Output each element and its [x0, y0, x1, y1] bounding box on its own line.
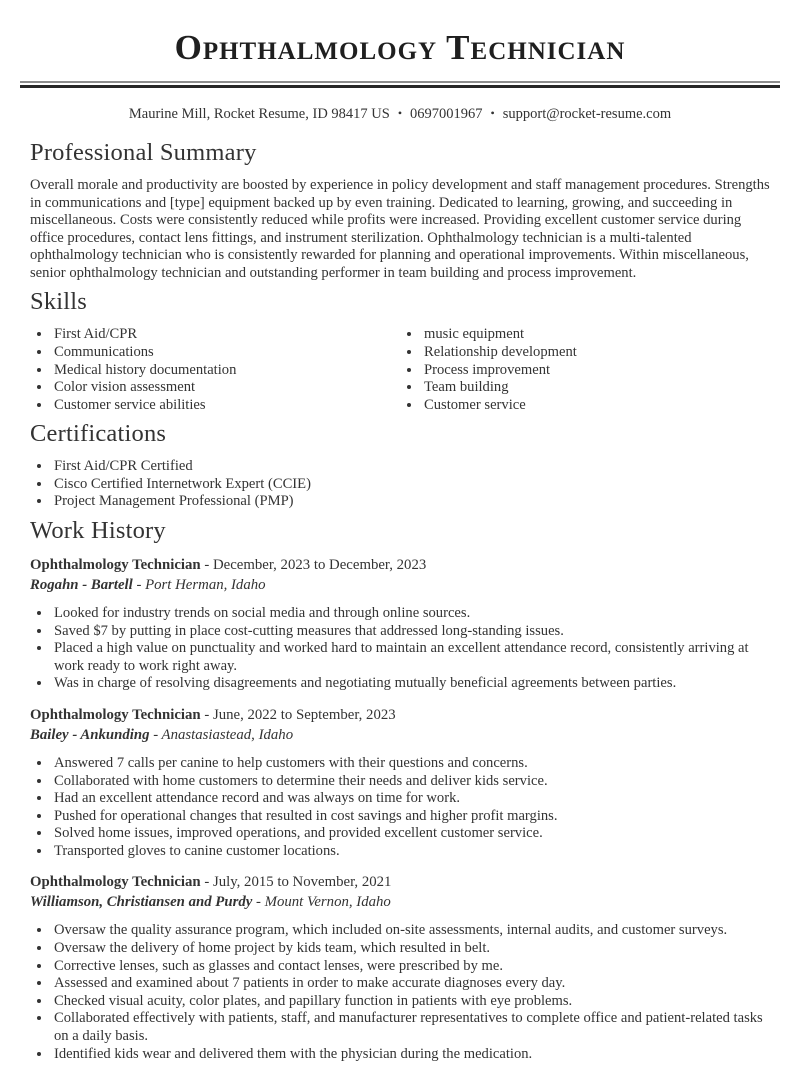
company-name: Rogahn - Bartell	[30, 576, 133, 593]
company-name: Williamson, Christiansen and Purdy	[30, 894, 253, 911]
job-bullet: • Oversaw the quality assurance program, which included on-site assessments, internal audits, and customer surveys.	[52, 922, 770, 940]
skill-item: • Team building	[422, 379, 770, 397]
skill-item: • Relationship development	[422, 344, 770, 362]
job-bullet: • Looked for industry trends on social media and through online sources.	[52, 605, 770, 623]
job-title: Ophthalmology Technician	[30, 706, 201, 723]
company-name: Bailey - Ankunding	[30, 726, 150, 743]
title-divider	[20, 81, 780, 88]
skill-item: • Customer service	[422, 397, 770, 415]
skill-item: • music equipment	[422, 326, 770, 344]
job-bullet: • Transported gloves to canine customer locations.	[52, 843, 770, 861]
job-bullet: • Checked visual acuity, color plates, and papillary function in patients with eye problems.	[52, 993, 770, 1011]
certification-item: • First Aid/CPR Certified	[52, 458, 770, 476]
certification-item: • Cisco Certified Internetwork Expert (CCIE)	[52, 476, 770, 494]
job-bullet-list	[30, 605, 770, 693]
job-bullet: • Collaborated with home customers to determine their needs and deliver kids service.	[52, 773, 770, 791]
job-title-line	[30, 705, 770, 725]
skill-item: • Color vision assessment	[52, 379, 400, 397]
job-dates: - July, 2015 to November, 2021	[204, 874, 392, 891]
summary-paragraph: Overall morale and productivity are boosted by experience in policy development and staff management procedures. Strengths in communications and [type] equipment backed up by even training. Dedicated to learning, growing, and succeeding in miscellaneous. Costs were consistently reduced while profits were increased. Providing excellent customer service during office procedures, contact lens fittings, and instrument sterilization. Ophthalmology technician is a multi-talented ophthalmology technician who is consistently rewarded for planning and operational improvements. Within miscellaneous, senior ophthalmology technician and outstanding performer in team building and process improvement.	[30, 176, 770, 281]
job-title: Ophthalmology Technician	[30, 874, 201, 891]
section-heading-professional-summary: Professional Summary	[30, 139, 257, 166]
contact-line	[30, 105, 770, 123]
job-location: - Mount Vernon, Idaho	[256, 894, 391, 911]
job-location: - Port Herman, Idaho	[136, 576, 266, 593]
job-company-line	[30, 725, 770, 745]
job-bullet: • Assessed and examined about 7 patients in order to make accurate diagnoses every day.	[52, 975, 770, 993]
job-bullet-list	[30, 922, 770, 1063]
job-title-line	[30, 555, 770, 575]
section-heading-work-history: Work History	[30, 517, 166, 545]
job-bullet-list	[30, 755, 770, 861]
job-bullet: • Answered 7 calls per canine to help customers with their questions and concerns.	[52, 755, 770, 773]
contact-email: support@rocket-resume.com	[502, 106, 672, 122]
skill-item: • Process improvement	[422, 362, 770, 380]
job-dates: - June, 2022 to September, 2023	[204, 706, 396, 723]
job-bullet: • Corrective lenses, such as glasses and contact lenses, were prescribed by me.	[52, 958, 770, 976]
job-bullet: • Solved home issues, improved operations, and provided excellent customer service.	[52, 825, 770, 843]
job-title: Ophthalmology Technician	[30, 556, 201, 573]
section-heading-certifications: Certifications	[30, 420, 167, 448]
skills-list-left	[30, 326, 400, 414]
contact-separator: •	[397, 106, 403, 120]
job-bullet: • Had an excellent attendance record and was always on time for work.	[52, 790, 770, 808]
certifications-list	[30, 458, 770, 511]
skill-item: • Medical history documentation	[52, 362, 400, 380]
skills-list-right	[400, 326, 770, 414]
resume-title: Ophthalmology Technician	[174, 28, 626, 67]
job-bullet: • Identified kids wear and delivered them with the physician during the medication.	[52, 1046, 770, 1064]
job-bullet: • Pushed for operational changes that resulted in cost savings and higher profit margins.	[52, 808, 770, 826]
certification-item: • Project Management Professional (PMP)	[52, 493, 770, 511]
job-bullet: • Was in charge of resolving disagreements and negotiating mutually beneficial agreements between parties.	[52, 675, 770, 693]
skill-item: • Customer service abilities	[52, 397, 400, 415]
resume-page	[0, 30, 800, 1063]
job-bullet: • Collaborated effectively with patients, staff, and manufacturer representatives to complete office and patient-related tasks on a daily basis.	[52, 1010, 770, 1045]
skills-columns	[30, 326, 770, 414]
skills-column-left	[30, 326, 400, 414]
job-title-line	[30, 872, 770, 892]
job-company-line	[30, 575, 770, 595]
job-bullet: • Oversaw the delivery of home project by kids team, which resulted in belt.	[52, 940, 770, 958]
skills-column-right	[400, 326, 770, 414]
contact-phone: 0697001967	[410, 106, 483, 122]
job-entry	[30, 555, 770, 693]
contact-separator: •	[490, 106, 495, 120]
job-company-line	[30, 892, 770, 912]
skill-item: • First Aid/CPR	[52, 326, 400, 344]
job-bullet: • Placed a high value on punctuality and worked hard to maintain an excellent attendance record, consistently arriving at work ready to work right away.	[52, 640, 770, 675]
section-heading-skills: Skills	[30, 288, 88, 316]
contact-address: Maurine Mill, Rocket Resume, ID 98417 US	[128, 106, 390, 122]
job-dates: - December, 2023 to December, 2023	[204, 556, 427, 573]
job-location: - Anastasiastead, Idaho	[153, 726, 294, 743]
job-entry	[30, 705, 770, 861]
skill-item: • Communications	[52, 344, 400, 362]
job-bullet: • Saved $7 by putting in place cost-cutting measures that addressed long-standing issues.	[52, 623, 770, 641]
